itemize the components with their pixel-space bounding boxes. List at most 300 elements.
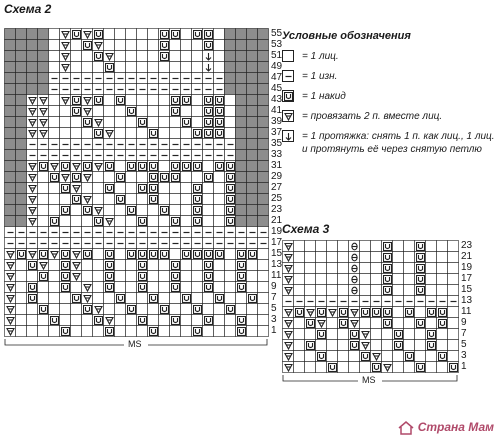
purl-symbol — [159, 73, 170, 84]
knit-cell — [148, 62, 159, 73]
k2tog-symbol — [93, 117, 104, 128]
knit-cell — [126, 128, 137, 139]
row-number: 11 — [461, 306, 472, 317]
k2tog-symbol — [5, 315, 16, 326]
knit-cell — [60, 216, 71, 227]
yarn-over-symbol — [104, 249, 115, 260]
purl-symbol — [225, 227, 236, 238]
k2tog-symbol — [360, 329, 371, 340]
yarn-over-symbol — [170, 172, 181, 183]
knit-cell — [148, 205, 159, 216]
knit-cell — [338, 274, 349, 285]
purl-symbol — [170, 73, 181, 84]
knit-cell — [192, 62, 203, 73]
knit-cell — [159, 282, 170, 293]
knit-cell — [27, 315, 38, 326]
knit-cell — [38, 282, 49, 293]
gray-cell — [236, 29, 247, 40]
yarn-over-symbol — [148, 194, 159, 205]
knit-cell — [93, 172, 104, 183]
knit-cell — [426, 274, 437, 285]
knit-cell — [170, 117, 181, 128]
k2tog-symbol — [349, 318, 360, 329]
yarn-over-symbol — [382, 307, 393, 318]
yarn-over-symbol — [192, 216, 203, 227]
purl-symbol — [104, 238, 115, 249]
row-number: 37 — [271, 127, 283, 138]
row-number: 9 — [461, 317, 467, 328]
k2tog-symbol — [104, 216, 115, 227]
knit-cell — [93, 282, 104, 293]
k2tog-symbol — [27, 183, 38, 194]
yarn-over-symbol — [236, 260, 247, 271]
purl-symbol — [82, 238, 93, 249]
yarn-over-symbol — [382, 285, 393, 296]
purl-symbol — [148, 150, 159, 161]
knit-cell — [437, 274, 448, 285]
knit-cell — [93, 62, 104, 73]
knit-cell — [126, 260, 137, 271]
purl-symbol — [137, 84, 148, 95]
knit-cell — [214, 315, 225, 326]
purl-symbol — [393, 296, 404, 307]
yarn-over-symbol — [382, 274, 393, 285]
gray-cell — [16, 139, 27, 150]
purl-symbol — [214, 238, 225, 249]
knit-cell — [159, 183, 170, 194]
yarn-over-symbol — [349, 329, 360, 340]
knit-cell — [115, 51, 126, 62]
yarn-over-symbol — [192, 128, 203, 139]
purl-symbol — [338, 296, 349, 307]
purl-symbol — [148, 238, 159, 249]
purl-symbol — [159, 84, 170, 95]
gray-cell — [247, 161, 258, 172]
k2tog-symbol — [283, 274, 294, 285]
knit-cell — [181, 62, 192, 73]
watermark — [398, 420, 494, 435]
knit-cell — [104, 194, 115, 205]
knit-cell — [115, 282, 126, 293]
knit-cell — [148, 51, 159, 62]
knit-cell — [126, 40, 137, 51]
gray-cell — [247, 51, 258, 62]
gray-cell — [258, 139, 269, 150]
yarn-over-symbol — [236, 326, 247, 337]
knit-cell — [404, 274, 415, 285]
knit-cell — [148, 271, 159, 282]
row-number: 23 — [461, 240, 473, 251]
knit-cell — [247, 326, 258, 337]
yarn-over-symbol — [170, 161, 181, 172]
knit-cell — [404, 318, 415, 329]
gray-cell — [258, 51, 269, 62]
purl-symbol — [203, 73, 214, 84]
yarn-over-symbol — [93, 216, 104, 227]
knit-cell — [214, 29, 225, 40]
yarn-over-symbol — [437, 318, 448, 329]
yarn-over-symbol — [225, 205, 236, 216]
row-number: 31 — [271, 160, 283, 171]
gray-cell — [5, 128, 16, 139]
knit-cell — [148, 216, 159, 227]
gray-cell — [247, 194, 258, 205]
knit-cell — [159, 62, 170, 73]
knit-cell — [338, 329, 349, 340]
knit-cell — [393, 318, 404, 329]
knit-cell — [192, 271, 203, 282]
purl-symbol — [126, 84, 137, 95]
knit-cell — [305, 263, 316, 274]
knit-cell — [393, 274, 404, 285]
yarn-over-symbol — [159, 51, 170, 62]
gray-cell — [225, 62, 236, 73]
gray-cell — [5, 194, 16, 205]
knit-cell — [49, 194, 60, 205]
k2tog-symbol — [60, 29, 71, 40]
knit-cell — [192, 260, 203, 271]
knit-cell — [225, 95, 236, 106]
knit-cell — [49, 183, 60, 194]
yarn-over-symbol — [214, 161, 225, 172]
k2tog-symbol — [283, 329, 294, 340]
k2tog-symbol — [71, 260, 82, 271]
knit-cell — [316, 263, 327, 274]
knit-cell — [49, 95, 60, 106]
gray-cell — [27, 73, 38, 84]
knit-cell — [159, 315, 170, 326]
yarn-over-symbol — [126, 161, 137, 172]
purl-symbol — [71, 139, 82, 150]
purl-symbol — [71, 84, 82, 95]
knit-cell — [49, 205, 60, 216]
knit-cell — [338, 340, 349, 351]
knit-cell — [49, 40, 60, 51]
purl-symbol — [192, 73, 203, 84]
knit-cell — [426, 241, 437, 252]
yarn-over-symbol — [349, 340, 360, 351]
yarn-over-symbol — [170, 282, 181, 293]
k2tog-symbol — [60, 51, 71, 62]
knit-cell — [170, 249, 181, 260]
knit-cell — [148, 315, 159, 326]
knit-cell — [104, 95, 115, 106]
yarn-over-symbol — [404, 351, 415, 362]
purl-symbol — [247, 238, 258, 249]
knit-cell — [148, 117, 159, 128]
knit-cell — [338, 252, 349, 263]
row-number: 5 — [461, 339, 467, 350]
gray-cell — [236, 161, 247, 172]
purl-symbol — [82, 139, 93, 150]
purl-symbol — [27, 238, 38, 249]
knit-cell — [371, 329, 382, 340]
gray-cell — [16, 194, 27, 205]
knit-cell — [426, 263, 437, 274]
yarn-over-symbol — [170, 260, 181, 271]
knit-cell — [203, 161, 214, 172]
k2tog-symbol — [38, 106, 49, 117]
knit-cell — [71, 326, 82, 337]
knit-cell — [294, 318, 305, 329]
knit-cell — [327, 285, 338, 296]
k2tog-symbol — [283, 362, 294, 373]
purl-symbol — [49, 139, 60, 150]
knit-cell — [294, 274, 305, 285]
gray-cell — [258, 62, 269, 73]
purl-symbol — [159, 150, 170, 161]
row-number: 51 — [271, 50, 283, 61]
k2tog-symbol — [27, 95, 38, 106]
gray-cell — [5, 139, 16, 150]
knit-cell — [258, 326, 269, 337]
yarn-over-symbol — [192, 304, 203, 315]
yarn-over-symbol — [294, 307, 305, 318]
ms-text: MS — [128, 339, 142, 349]
yarn-over-symbol — [71, 95, 82, 106]
row-number: 3 — [461, 350, 467, 361]
knit-cell — [60, 304, 71, 315]
knit-cell — [93, 271, 104, 282]
yarn-over-symbol — [203, 106, 214, 117]
purl-symbol — [49, 84, 60, 95]
knit-cell — [203, 216, 214, 227]
knit-cell — [203, 304, 214, 315]
knit-cell — [437, 263, 448, 274]
purl-symbol — [236, 227, 247, 238]
yarn-over-symbol — [382, 241, 393, 252]
purl-symbol — [104, 84, 115, 95]
yarn-over-symbol — [170, 315, 181, 326]
yarn-over-symbol — [82, 40, 93, 51]
knit-cell — [181, 172, 192, 183]
legend-item-k2tog — [282, 110, 497, 123]
purl-symbol — [225, 238, 236, 249]
purl-symbol — [5, 238, 16, 249]
gray-cell — [236, 139, 247, 150]
purl-symbol — [203, 238, 214, 249]
knit-cell — [192, 106, 203, 117]
yarn-over-symbol — [148, 249, 159, 260]
purl-symbol — [192, 227, 203, 238]
knit-cell — [192, 293, 203, 304]
knit-cell — [16, 304, 27, 315]
row-number: 15 — [461, 284, 473, 295]
gray-cell — [258, 40, 269, 51]
purl-symbol — [115, 73, 126, 84]
knit-cell — [258, 271, 269, 282]
gray-cell — [5, 205, 16, 216]
row-number: 27 — [271, 182, 283, 193]
scheme2-title: Схема 2 — [4, 2, 52, 16]
gray-cell — [27, 29, 38, 40]
gray-cell — [5, 73, 16, 84]
purl-symbol — [60, 84, 71, 95]
knit-cell — [338, 362, 349, 373]
yarn-over-symbol — [203, 271, 214, 282]
knit-cell — [60, 128, 71, 139]
knit-cell — [382, 340, 393, 351]
legend-item-text: = провязать 2 п. вместе лиц. — [302, 111, 443, 122]
knit-cell — [49, 29, 60, 40]
purl-symbol — [38, 238, 49, 249]
row-number: 41 — [271, 105, 283, 116]
yarn-over-symbol — [137, 260, 148, 271]
yarn-over-symbol — [393, 329, 404, 340]
knit-cell — [126, 183, 137, 194]
yarn-over-symbol — [192, 29, 203, 40]
yarnover-icon — [282, 90, 294, 102]
knit-cell — [137, 205, 148, 216]
k2tog-symbol — [104, 128, 115, 139]
knit-cell — [159, 161, 170, 172]
yarn-over-symbol — [393, 340, 404, 351]
knit-cell — [214, 183, 225, 194]
knit-cell — [181, 51, 192, 62]
house-icon — [398, 421, 414, 435]
bobble-symbol — [349, 252, 360, 263]
knit-cell — [448, 340, 459, 351]
k2tog-symbol — [82, 106, 93, 117]
purl-symbol — [192, 139, 203, 150]
yarn-over-symbol — [214, 106, 225, 117]
yarn-over-symbol — [16, 249, 27, 260]
yarn-over-symbol — [203, 282, 214, 293]
row-number: 19 — [271, 226, 283, 237]
knit-cell — [71, 128, 82, 139]
knit-cell — [360, 318, 371, 329]
gray-cell — [16, 205, 27, 216]
k2tog-symbol — [27, 106, 38, 117]
knit-cell — [170, 183, 181, 194]
knit-cell — [104, 205, 115, 216]
gray-cell — [236, 216, 247, 227]
gray-cell — [236, 150, 247, 161]
scheme3-title: Схема 3 — [282, 222, 330, 236]
knit-cell — [214, 205, 225, 216]
knit-cell — [126, 271, 137, 282]
purl-symbol — [60, 73, 71, 84]
yarn-over-symbol — [71, 29, 82, 40]
purl-symbol — [148, 139, 159, 150]
k2tog-symbol — [82, 29, 93, 40]
row-number: 13 — [461, 295, 473, 306]
knit-cell — [305, 252, 316, 263]
yarn-over-symbol — [137, 315, 148, 326]
purl-symbol — [170, 227, 181, 238]
purl-symbol — [203, 84, 214, 95]
knit-cell — [437, 329, 448, 340]
knit-cell — [82, 326, 93, 337]
gray-cell — [236, 106, 247, 117]
knit-cell — [170, 40, 181, 51]
gray-cell — [247, 150, 258, 161]
row-number: 5 — [271, 303, 277, 314]
gray-cell — [236, 62, 247, 73]
yarn-over-symbol — [192, 326, 203, 337]
yarn-over-symbol — [203, 315, 214, 326]
gray-cell — [16, 117, 27, 128]
gray-cell — [258, 194, 269, 205]
gray-cell — [16, 29, 27, 40]
k2tog-symbol — [27, 205, 38, 216]
k2tog-symbol — [104, 315, 115, 326]
knit-cell — [327, 241, 338, 252]
knit-cell — [170, 51, 181, 62]
knit-cell — [82, 216, 93, 227]
k2tog-symbol — [38, 117, 49, 128]
purl-symbol — [71, 150, 82, 161]
k2tog-symbol — [104, 51, 115, 62]
knit-cell — [316, 252, 327, 263]
yarn-over-symbol — [170, 216, 181, 227]
knit-cell — [203, 205, 214, 216]
purl-symbol — [93, 73, 104, 84]
gray-cell — [16, 84, 27, 95]
knit-cell — [181, 40, 192, 51]
gray-cell — [236, 84, 247, 95]
bobble-symbol — [349, 274, 360, 285]
gray-cell — [16, 51, 27, 62]
gray-cell — [258, 106, 269, 117]
knit-cell — [371, 252, 382, 263]
knit-cell — [203, 194, 214, 205]
knit-cell — [247, 260, 258, 271]
knit-cell — [170, 194, 181, 205]
knit-cell — [16, 260, 27, 271]
knit-cell — [247, 315, 258, 326]
knit-cell — [393, 285, 404, 296]
purl-symbol — [71, 227, 82, 238]
yarn-over-symbol — [60, 249, 71, 260]
knit-cell — [159, 216, 170, 227]
knit-cell — [294, 362, 305, 373]
legend-item-yarnover — [282, 90, 497, 103]
knit-cell — [294, 351, 305, 362]
knit-cell — [192, 51, 203, 62]
legend-item-text: = 1 накид — [302, 91, 346, 102]
purl-symbol — [181, 73, 192, 84]
yarn-over-symbol — [71, 293, 82, 304]
knit-cell — [181, 326, 192, 337]
knit-cell — [415, 340, 426, 351]
yarn-over-symbol — [137, 271, 148, 282]
yarn-over-symbol — [148, 183, 159, 194]
yarn-over-symbol — [214, 128, 225, 139]
purl-symbol — [126, 139, 137, 150]
purl-symbol — [126, 238, 137, 249]
knit-cell — [38, 293, 49, 304]
yarn-over-symbol — [415, 318, 426, 329]
yarn-over-symbol — [126, 304, 137, 315]
knit-cell — [371, 340, 382, 351]
yarn-over-symbol — [247, 293, 258, 304]
knit-cell — [126, 293, 137, 304]
k2tog-symbol — [283, 318, 294, 329]
gray-cell — [236, 128, 247, 139]
knit-cell — [181, 216, 192, 227]
k2tog-symbol — [27, 128, 38, 139]
yarn-over-symbol — [192, 194, 203, 205]
purl-symbol — [181, 238, 192, 249]
row-number: 53 — [271, 39, 283, 50]
yarn-over-symbol — [371, 362, 382, 373]
knit-cell — [159, 271, 170, 282]
purl-symbol — [60, 238, 71, 249]
row-number: 15 — [271, 248, 283, 259]
purl-symbol — [159, 139, 170, 150]
knit-cell — [49, 304, 60, 315]
